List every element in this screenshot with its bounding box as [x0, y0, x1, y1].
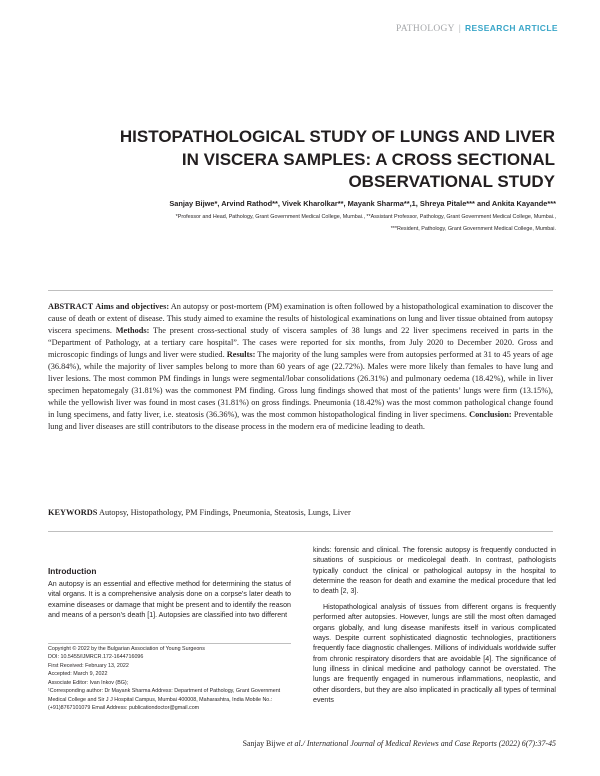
title-line-2: IN VISCERA SAMPLES: A CROSS SECTIONAL: [181, 149, 555, 169]
methods-text: The present cross-sectional study of viscera samples of 38 lungs and 22 liver specimens received in parts in the “Department of Pathology, at a tertiary care hospital”. The cases were reported for six months, from July 2020 to December 2020. Gross and microscopic findings of lungs and liver were studied.: [48, 326, 553, 360]
title-line-3: OBSERVATIONAL STUDY: [348, 172, 555, 191]
introduction-paragraph-2: Histopathological analysis of tissues from different organs is frequently performed after autopsies. However, lungs are still the most often damaged organs globally, and lung disease manifests itself in various complicated ways. Despite current sophisticated diagnostic technologies, practitioners frequently face diagnostic challenges. Millions of individuals worldwide suffer from chronic respiratory disorders that are avoidable [4]. The significance of lung illness in clinical medicine and pathology cannot be overstated. The lungs are frequently engaged in numerous inflammations, neoplastic, and other disorders, but they are also implicated in practically all types of terminal events: [313, 603, 556, 705]
section-label: PATHOLOGY: [395, 24, 455, 34]
article-footnotes: [48, 643, 291, 713]
footer-etal: et al.: [286, 739, 303, 748]
abstract: [48, 301, 553, 434]
copyright-notice: Copyright © 2022 by the Bulgarian Association of Young Surgeons: [48, 646, 205, 652]
keywords-label: KEYWORDS: [48, 508, 98, 517]
associate-editor: Associate Editor: Ivan Inkov (BG);: [48, 679, 129, 686]
aims-label: Aims and objectives:: [95, 302, 170, 311]
accepted-date: Accepted: March 9, 2022: [48, 671, 108, 678]
conclusion-text: Preventable lung and liver diseases are still contributors to the disease process in the modern era of medicine leading to death.: [48, 410, 553, 432]
separator: |: [458, 24, 462, 34]
page-footer: [243, 739, 556, 748]
footer-author: Sanjay Bijwe: [242, 739, 285, 748]
author-list: Sanjay Bijwe*, Arvind Rathod**, Vivek Kharolkar**, Mayank Sharma**,1, Shreya Pitale*** and Ankita Kayande***: [169, 199, 556, 208]
affiliation-line-2: ***Resident, Pathology, Grant Government Medical College, Mumbai.: [390, 226, 556, 232]
footnote-divider: [48, 643, 291, 644]
introduction-paragraph-1-continued: kinds: forensic and clinical. The forensic autopsy is frequently conducted in situations of suspicious or medicolegal death. In contrast, pathologists typically conduct the clinical or pathological autopsy in the hospital to determine the reason for death and examine the medical procedure that led to death [2, 3].: [313, 546, 556, 596]
introduction-paragraph-1: An autopsy is an essential and effective method for determining the status of vital organs. It is a comprehensive analysis done on a corpse’s later death to examine diseases or damage that might be present and to identify the reason and means of a person’s death [1]. Autopsies are classified into two different: [48, 580, 291, 620]
abstract-label: ABSTRACT: [48, 302, 94, 311]
introduction-heading: Introduction: [48, 566, 97, 576]
divider-top: [48, 290, 553, 291]
received-date: First Received: February 13, 2022: [48, 662, 129, 669]
doi: DOI: 10.5455/IJMRCR.172-1644716096: [48, 654, 144, 661]
article-category: [396, 23, 558, 34]
results-label: Results:: [226, 350, 256, 360]
article-type-label: RESEARCH ARTICLE: [465, 23, 558, 33]
aims-text: An autopsy or post-mortem (PM) examination is often followed by a histopathological examination to discover the cause of death or extent of disease. This study aimed to examine the results of histological examinations on lung and liver tissue obtained from autopsy viscera specimens.: [48, 302, 554, 336]
keywords-text: Autopsy, Histopathology, PM Findings, Pneumonia, Steatosis, Lungs, Liver: [98, 508, 351, 517]
footer-journal: / International Journal of Medical Reviews and Case Reports (2022) 6(7):37-45: [302, 739, 556, 748]
results-text: The majority of the lung samples were from autopsies performed at 31 to 45 years of age (36.84%), while the majority of liver samples belong to more than 60 years of age (22.72%). Males were more likely than females to have lung and liver lesions. The most common PM findings in lungs were segmental/lobar consolidations (26.31%) and pulmonary oedema (18.42%), while in liver specimen hepatomegaly (31.81%) was the commonest PM finding. Gross lung findings showed that most of the patients’ lungs were firm (13.15%), while the yellowish liver was found in most cases (31.81%) on gross findings. Pneumonia (18.42%) was the most common pathological change found in lung specimens, and fatty liver, i.e. steatosis (36.36%), was the most common histopathological finding in liver specimens.: [48, 350, 554, 420]
affiliation-line-1: *Professor and Head, Pathology, Grant Government Medical College, Mumbai., **Assistant Professor, Pathology, Grant Government Medical College, Mumbai.,: [175, 214, 556, 220]
methods-label: Methods:: [115, 326, 150, 336]
title-line-1: HISTOPATHOLOGICAL STUDY OF LUNGS AND LIVER: [119, 127, 555, 146]
conclusion-label: Conclusion:: [469, 410, 512, 420]
article-title: [55, 126, 555, 194]
corresponding-author: ¹Corresponding author: Dr Mayank Sharma Address: Department of Pathology, Grant Government Medical College and Sir J J Hospital Campus, Mumbai 400008, Maharashtra, India Mobile No.: (+91)8767101079 Email Address: publicationdoctor@gmail.com: [48, 688, 281, 712]
divider-bottom: [48, 531, 553, 532]
keywords: [48, 507, 553, 519]
